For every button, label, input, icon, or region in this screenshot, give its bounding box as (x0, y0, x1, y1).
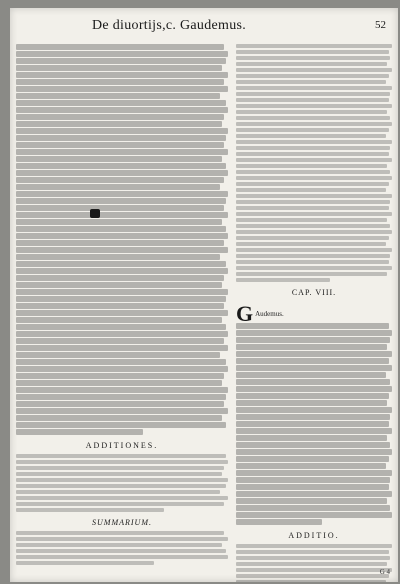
additio-heading: ADDITIO. (288, 531, 340, 540)
summarium-heading: SUMMARIUM. (92, 518, 152, 527)
drop-cap: G (236, 301, 254, 326)
right-summary-list (236, 44, 392, 282)
folio-number: 52 (375, 19, 386, 31)
additiones-text (16, 454, 228, 512)
additio-text (236, 544, 392, 582)
signature-mark: G 4 (379, 568, 390, 576)
left-commentary-text (16, 44, 228, 435)
running-title: De diuortijs,c. Gaudemus. (92, 18, 247, 33)
ink-blot-mark (90, 209, 100, 218)
right-column (236, 44, 392, 576)
additiones-heading: ADDITIONES. (85, 441, 159, 450)
left-column (16, 44, 228, 576)
chapter-incipit: Audemus. (255, 310, 284, 318)
chapter-text (236, 303, 392, 525)
summarium-text (16, 531, 228, 565)
chapter-heading: CAP. VIII. (291, 288, 337, 297)
page-header (92, 18, 386, 36)
book-page (10, 8, 398, 582)
